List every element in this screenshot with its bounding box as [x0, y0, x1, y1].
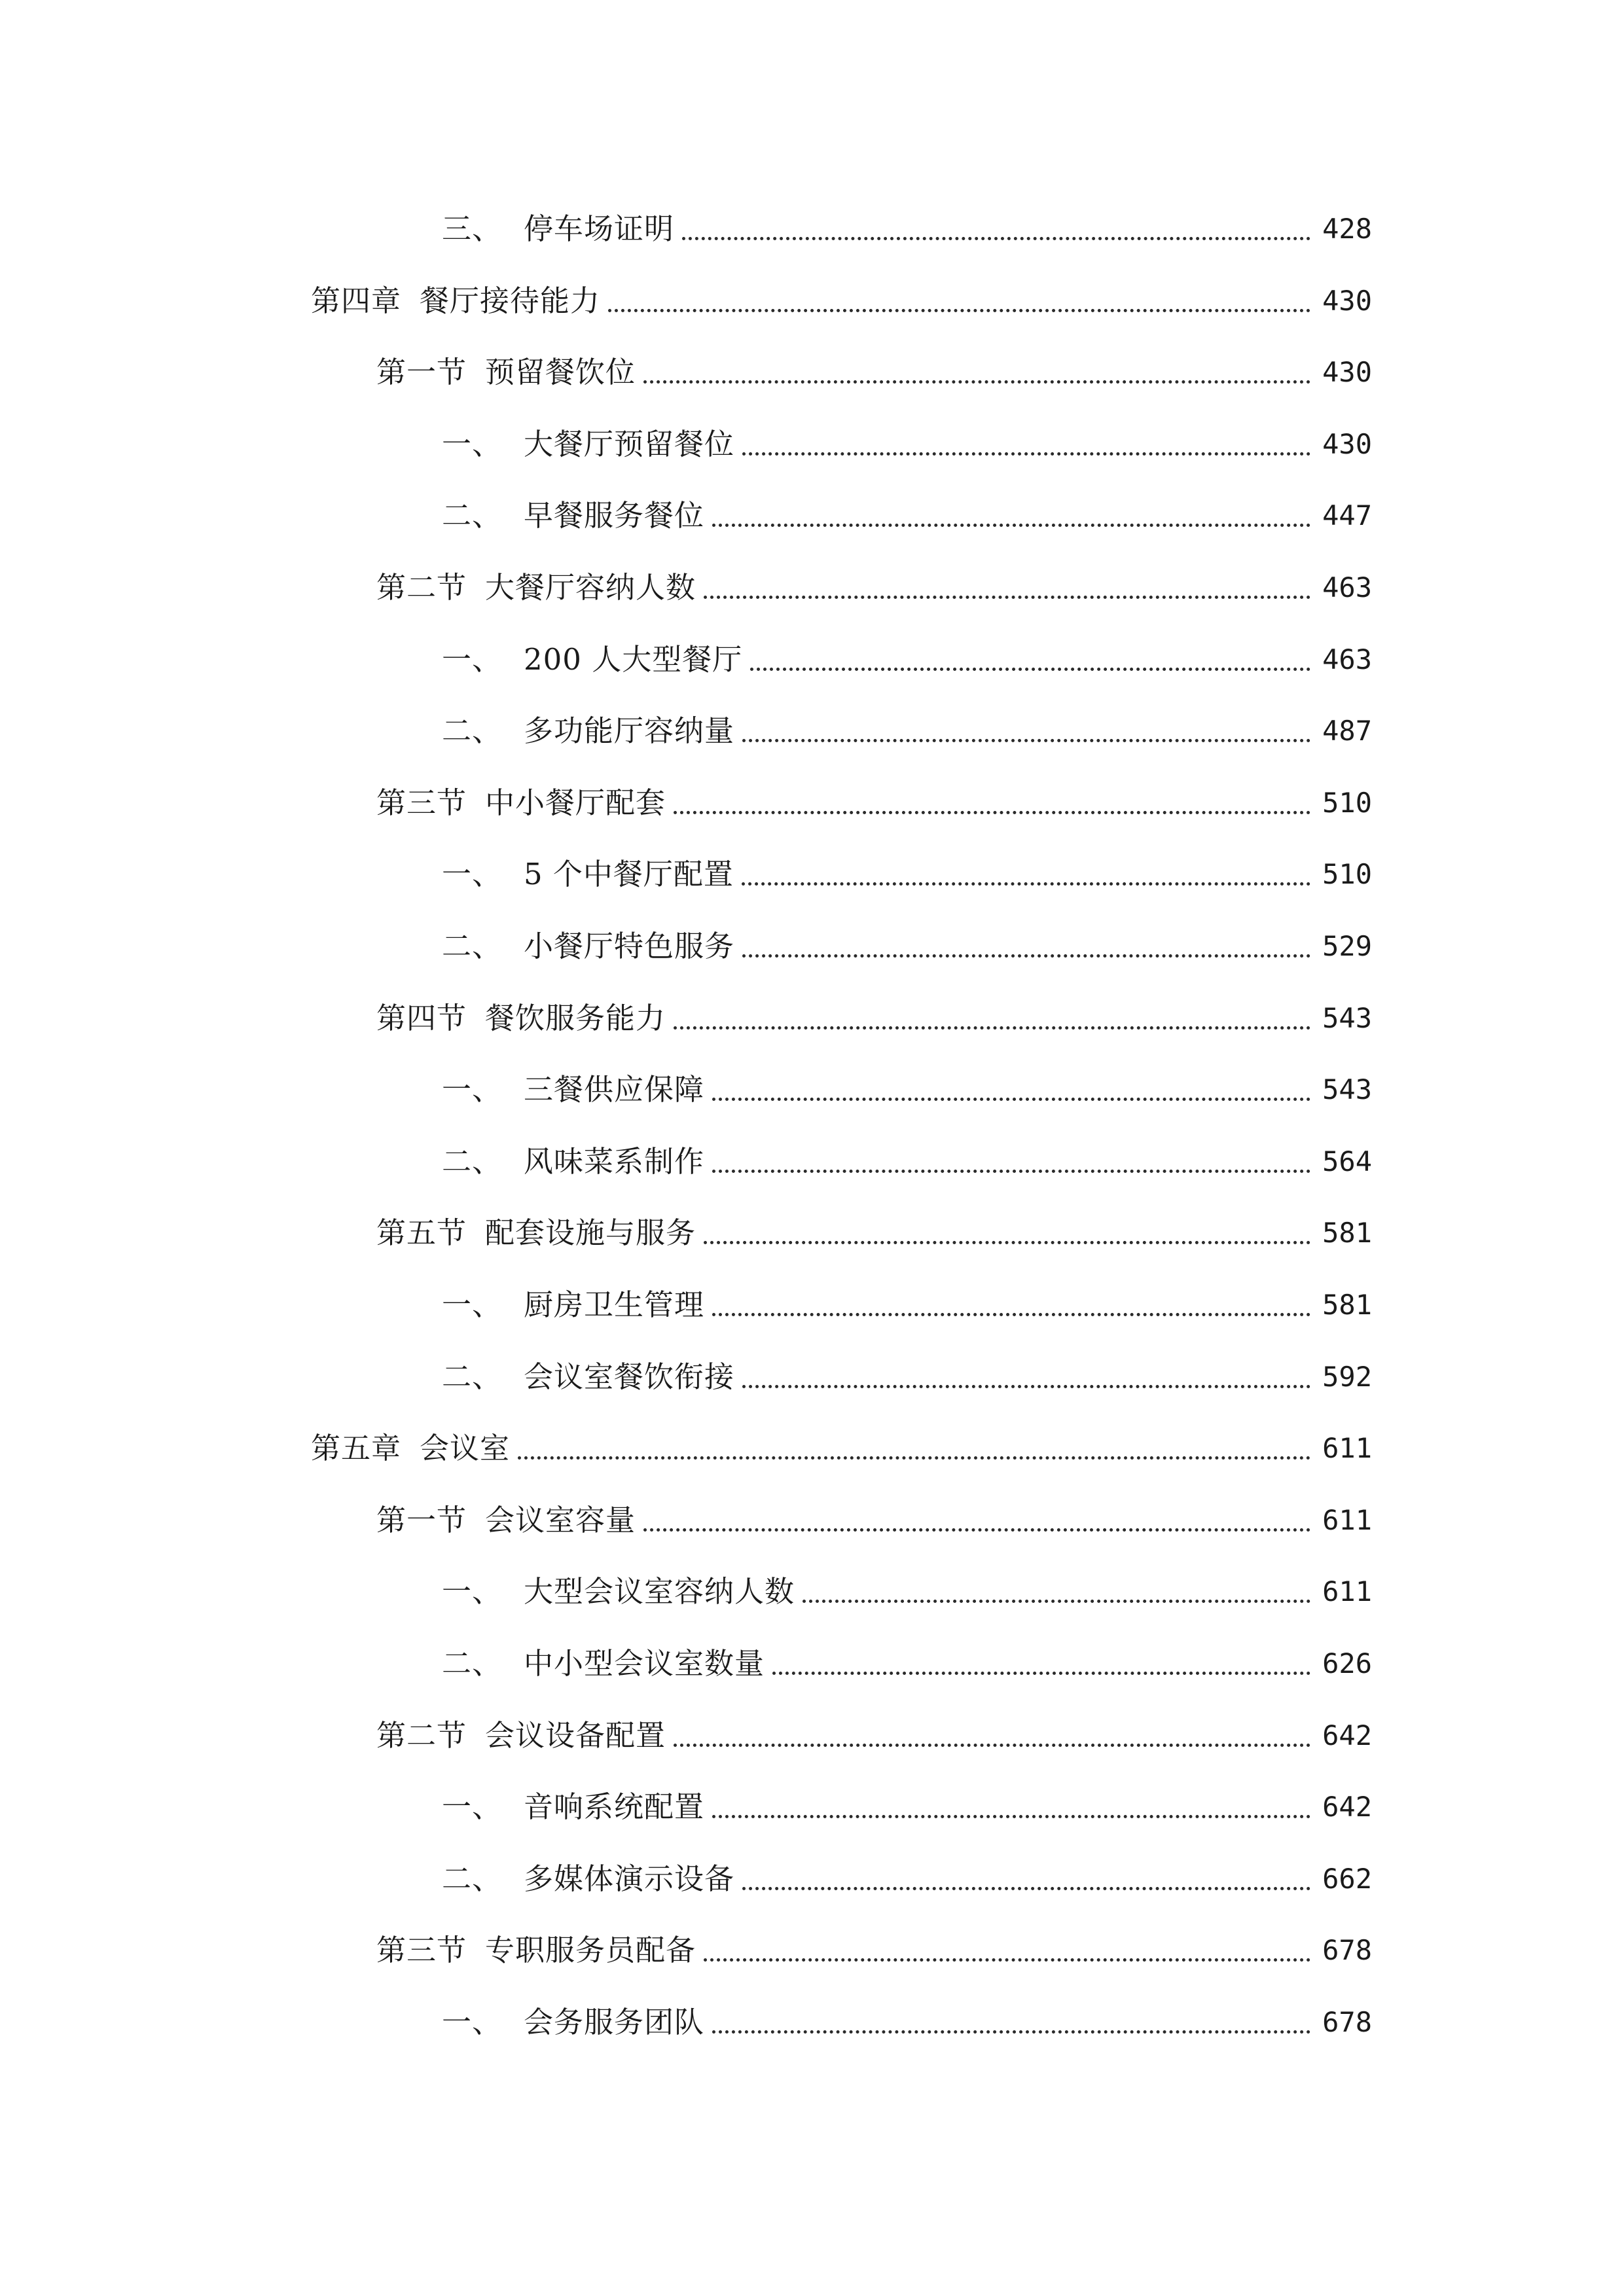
toc-entry-marker: 二、	[442, 929, 503, 963]
toc-entry[interactable]	[0, 275, 1624, 327]
toc-entry-marker: 一、	[442, 1574, 503, 1609]
toc-entry[interactable]	[0, 346, 1624, 399]
toc-entry[interactable]	[0, 1710, 1624, 1762]
toc-entry-title: 预留餐饮位	[485, 355, 636, 389]
toc-entry-label	[442, 1853, 734, 1905]
dot-leader	[742, 705, 1310, 757]
dot-leader	[712, 1279, 1310, 1331]
dot-leader	[742, 920, 1310, 973]
toc-entry-marker: 二、	[442, 1646, 503, 1681]
toc-entry-page-number: 529	[1322, 930, 1372, 962]
toc-entry-title: 早餐服务餐位	[524, 498, 705, 533]
toc-entry-page-number: 510	[1322, 787, 1372, 819]
toc-entry-page-number: 564	[1322, 1145, 1372, 1177]
toc-entry-label	[442, 1136, 704, 1188]
dot-leader	[742, 418, 1310, 471]
toc-entry[interactable]	[0, 1064, 1624, 1116]
toc-entry-page-number: 430	[1322, 428, 1372, 460]
toc-entry-title: 200 人大型餐厅	[524, 642, 743, 677]
toc-entry-label	[311, 275, 600, 327]
toc-entry[interactable]	[0, 1279, 1624, 1331]
toc-entry-marker: 第三节	[376, 785, 467, 820]
toc-entry-page-number: 662	[1322, 1863, 1372, 1895]
toc-entry-page-number: 543	[1322, 1002, 1372, 1034]
toc-entry-title: 大型会议室容纳人数	[524, 1574, 795, 1609]
toc-entry-page-number: 611	[1322, 1432, 1372, 1464]
dot-leader	[742, 1853, 1310, 1905]
toc-entry[interactable]	[0, 1781, 1624, 1833]
toc-entry-page-number: 642	[1322, 1791, 1372, 1823]
toc-entry-title: 专职服务员配备	[485, 1933, 696, 1967]
toc-entry[interactable]	[0, 848, 1624, 901]
dot-leader	[518, 1422, 1310, 1475]
dot-leader	[742, 848, 1310, 901]
toc-entry-label	[442, 490, 704, 542]
toc-entry-title: 小餐厅特色服务	[524, 929, 735, 963]
toc-entry-label	[376, 992, 666, 1045]
dot-leader	[712, 1136, 1310, 1188]
toc-entry-marker: 一、	[442, 1072, 503, 1107]
toc-entry-title: 会议室	[420, 1431, 511, 1465]
toc-entry-title: 音响系统配置	[524, 1789, 705, 1824]
dot-leader	[704, 562, 1310, 614]
toc-entry-marker: 二、	[442, 498, 503, 533]
toc-entry-marker: 一、	[442, 427, 503, 461]
toc-entry-label	[442, 203, 674, 255]
toc-entry-title: 大餐厅预留餐位	[524, 427, 735, 461]
toc-entry-label	[376, 562, 696, 614]
toc-entry[interactable]	[0, 1207, 1624, 1259]
toc-entry-label	[442, 1638, 765, 1690]
toc-entry-title: 停车场证明	[524, 211, 675, 246]
toc-entry-title: 多媒体演示设备	[524, 1861, 735, 1896]
toc-entry[interactable]	[0, 1351, 1624, 1403]
toc-entry[interactable]	[0, 920, 1624, 973]
toc-entry-title: 中小餐厅配套	[485, 785, 666, 820]
toc-entry[interactable]	[0, 203, 1624, 255]
dot-leader	[712, 1996, 1310, 2049]
toc-entry-marker: 一、	[442, 642, 503, 677]
toc-entry-marker: 一、	[442, 1287, 503, 1322]
toc-entry[interactable]	[0, 1996, 1624, 2049]
toc-entry-title: 中小型会议室数量	[524, 1646, 765, 1681]
dot-leader	[682, 203, 1310, 255]
dot-leader	[712, 490, 1310, 542]
dot-leader	[750, 634, 1310, 686]
dot-leader	[674, 777, 1310, 829]
toc-entry-marker: 一、	[442, 1789, 503, 1824]
toc-entry[interactable]	[0, 1422, 1624, 1475]
toc-entry-title: 大餐厅容纳人数	[485, 570, 696, 605]
toc-entry-label	[442, 920, 734, 973]
toc-entry-page-number: 581	[1322, 1289, 1372, 1321]
toc-entry[interactable]	[0, 1136, 1624, 1188]
toc-entry-label	[376, 1924, 696, 1977]
dot-leader	[608, 275, 1310, 327]
toc-entry-title: 餐厅接待能力	[420, 283, 601, 318]
toc-entry-page-number: 543	[1322, 1073, 1372, 1105]
toc-entry-marker: 一、	[442, 2005, 503, 2039]
toc-entry[interactable]	[0, 1924, 1624, 1977]
dot-leader	[643, 1494, 1310, 1547]
toc-entry-label	[442, 634, 742, 686]
toc-entry-label	[376, 1494, 636, 1547]
toc-entry[interactable]	[0, 1638, 1624, 1690]
toc-entry-label	[376, 1207, 696, 1259]
toc-entry-page-number: 592	[1322, 1361, 1372, 1393]
toc-entry-page-number: 678	[1322, 2006, 1372, 2038]
toc-entry-page-number: 463	[1322, 571, 1372, 603]
toc-entry-page-number: 428	[1322, 213, 1372, 245]
toc-entry-page-number: 626	[1322, 1647, 1372, 1679]
toc-entry-page-number: 611	[1322, 1504, 1372, 1536]
toc-entry-label	[442, 418, 734, 471]
toc-entry-title: 会议室容量	[485, 1503, 636, 1537]
toc-entry-title: 会议室餐饮衔接	[524, 1359, 735, 1394]
toc-entry-label	[442, 1064, 704, 1116]
dot-leader	[772, 1638, 1310, 1690]
toc-entry-marker: 第一节	[376, 1503, 467, 1537]
dot-leader	[704, 1924, 1310, 1977]
toc-entry-marker: 第五节	[376, 1215, 467, 1250]
toc-entry-title: 配套设施与服务	[485, 1215, 696, 1250]
toc-entry-title: 会议设备配置	[485, 1718, 666, 1753]
toc-entry-title: 风味菜系制作	[524, 1144, 705, 1179]
toc-entry-label	[442, 848, 734, 901]
toc-entry-label	[442, 1566, 795, 1618]
dot-leader	[674, 992, 1310, 1045]
toc-entry-marker: 三、	[442, 211, 503, 246]
toc-entry-marker: 一、	[442, 857, 503, 891]
toc-entry-marker: 第二节	[376, 570, 467, 605]
toc-entry-label	[442, 1996, 704, 2049]
toc-entry-marker: 第五章	[311, 1431, 402, 1465]
toc-entry-title: 5 个中餐厅配置	[524, 857, 734, 891]
toc-entry-marker: 第三节	[376, 1933, 467, 1967]
toc-entry-marker: 二、	[442, 1144, 503, 1179]
dot-leader	[643, 346, 1310, 399]
toc-entry-title: 会务服务团队	[524, 2005, 705, 2039]
dot-leader	[803, 1566, 1310, 1618]
toc-entry[interactable]	[0, 705, 1624, 757]
toc-entry-label	[442, 1279, 704, 1331]
toc-entry[interactable]	[0, 1853, 1624, 1905]
dot-leader	[712, 1781, 1310, 1833]
toc-entry[interactable]	[0, 1566, 1624, 1618]
dot-leader	[742, 1351, 1310, 1403]
toc-entry[interactable]	[0, 562, 1624, 614]
toc-entry-page-number: 642	[1322, 1719, 1372, 1751]
toc-entry-marker: 二、	[442, 713, 503, 748]
toc-entry-label	[376, 777, 666, 829]
dot-leader	[704, 1207, 1310, 1259]
toc-entry-marker: 第四节	[376, 1001, 467, 1035]
toc-entry-page-number: 611	[1322, 1575, 1372, 1607]
toc-entry[interactable]	[0, 418, 1624, 471]
toc-entry-label	[311, 1422, 510, 1475]
toc-entry-page-number: 510	[1322, 858, 1372, 890]
toc-entry-label	[442, 1781, 704, 1833]
toc-entry-title: 厨房卫生管理	[524, 1287, 705, 1322]
toc-entry-page-number: 430	[1322, 285, 1372, 317]
toc-entry-label	[442, 1351, 734, 1403]
toc-entry-title: 三餐供应保障	[524, 1072, 705, 1107]
toc-entry-marker: 第一节	[376, 355, 467, 389]
toc-entry-page-number: 581	[1322, 1217, 1372, 1249]
toc-entry-title: 多功能厅容纳量	[524, 713, 735, 748]
toc-entry-marker: 二、	[442, 1359, 503, 1394]
toc-entry[interactable]	[0, 634, 1624, 686]
toc-entry-page-number: 447	[1322, 499, 1372, 531]
dot-leader	[674, 1710, 1310, 1762]
toc-entry[interactable]	[0, 992, 1624, 1045]
toc-entry-page-number: 678	[1322, 1934, 1372, 1966]
toc-entry[interactable]	[0, 777, 1624, 829]
toc-entry-label	[376, 1710, 666, 1762]
toc-entry-label	[376, 346, 636, 399]
toc-entry[interactable]	[0, 490, 1624, 542]
toc-entry-page-number: 463	[1322, 643, 1372, 675]
toc-entry[interactable]	[0, 1494, 1624, 1547]
toc-entry-marker: 第四章	[311, 283, 402, 318]
toc-entry-marker: 第二节	[376, 1718, 467, 1753]
toc-entry-page-number: 430	[1322, 356, 1372, 388]
toc-entry-title: 餐饮服务能力	[485, 1001, 666, 1035]
dot-leader	[712, 1064, 1310, 1116]
toc-entry-marker: 二、	[442, 1861, 503, 1896]
toc-entry-label	[442, 705, 734, 757]
toc-entry-page-number: 487	[1322, 715, 1372, 747]
